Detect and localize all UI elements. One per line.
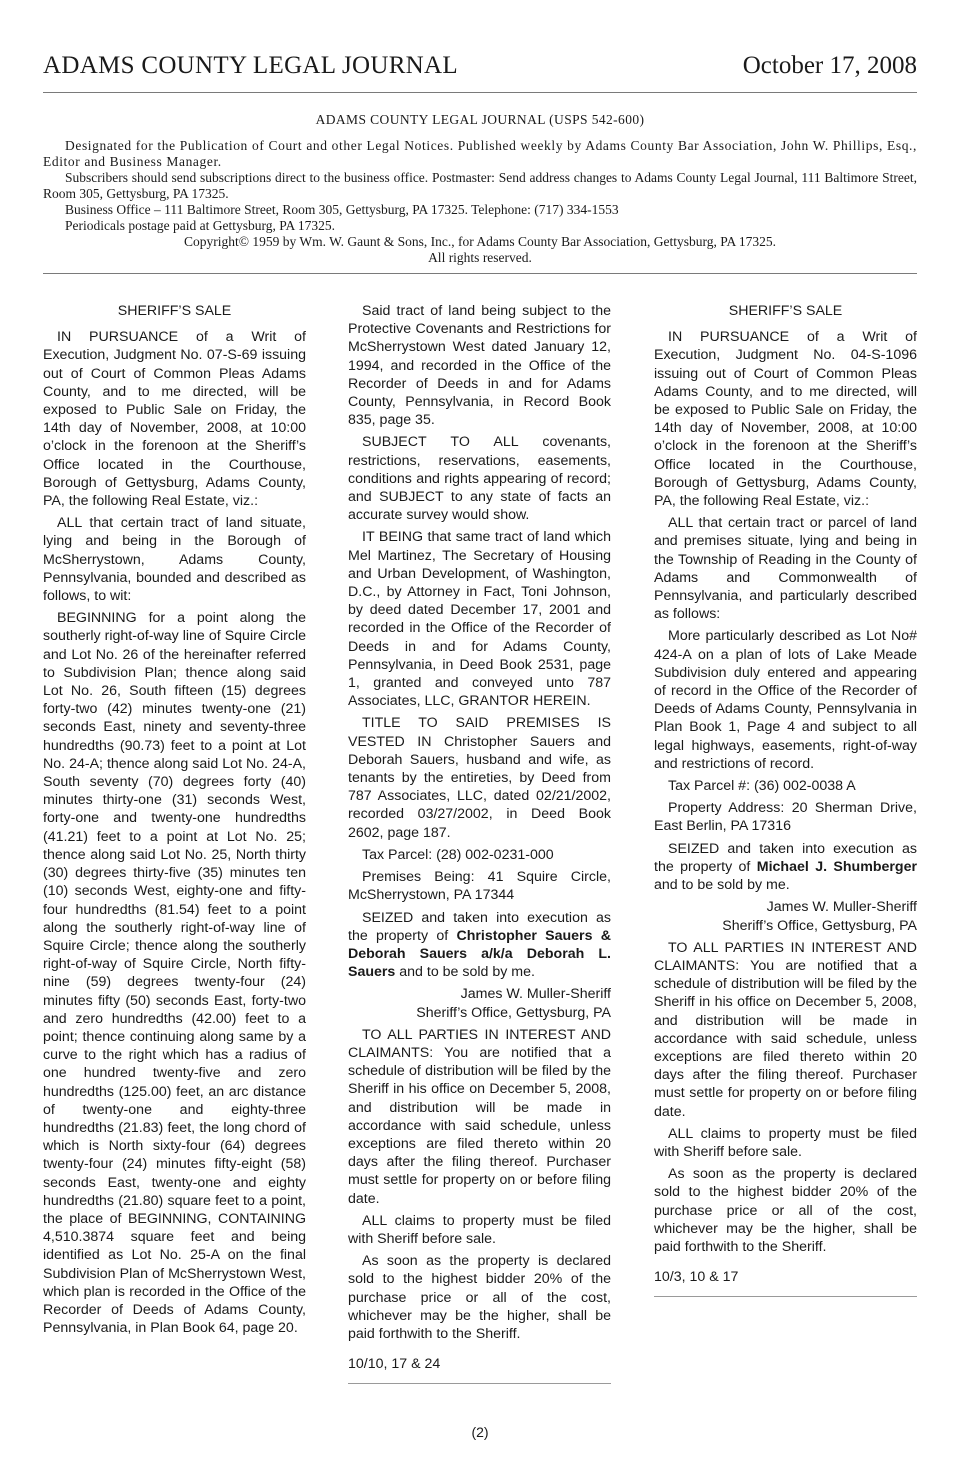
masthead-title: ADAMS COUNTY LEGAL JOURNAL (USPS 542-600) [315,112,645,127]
sheriff-name: James W. Muller-Sheriff [460,986,611,1003]
claims-notice: ALL claims to property must be filed with Sheriff before sale. [348,1212,611,1247]
notice-paragraph: Said tract of land being subject to the Protective Covenants and Restrictions for McSherrystown West dated January 12, 1994, and recorded in the Office of the Recorder of Deeds in and for Adams County, Pennsylvania, in Record Book 835, page 35. [348,303,611,429]
tax-parcel: Tax Parcel: (28) 002-0231-000 [362,846,554,863]
claims-notice: ALL claims to property must be filed with Sheriff before sale. [654,1125,917,1160]
seized-statement [348,909,611,982]
notice-paragraph: IN PURSUANCE of a Writ of Execution, Judgment No. 04-S-1096 issuing out of Court of Common Pleas Adams County, and to me directed, will be exposed to Public Sale on Friday, the 14th day of November, 2008, at 10:00 o’clock in the forenoon at the Sheriff’s Office located in the Courthouse, Borough of Gettysburg, Adams County, PA, the following Real Estate, viz.: [654,329,917,510]
sheriff-name: James W. Muller-Sheriff [766,899,917,916]
column-3 [654,302,917,1297]
page-number: (2) [471,1424,489,1440]
notice-paragraph: ALL that certain tract of land situate, lying and being in the Borough of McSherrystown, Adams County, Pennsylvania, bounded and described as follows, to wit: [43,515,306,605]
notice-heading: SHERIFF’S SALE [728,303,843,319]
seized-text-end: and to be sold by me. [654,877,790,894]
seized-text-end: and to be sold by me. [395,964,535,981]
masthead-designation: Designated for the Publication of Court and other Legal Notices. Published weekly by Adams County Bar Association, John W. Phillips, Esq., Editor and Business Manager. [43,138,917,169]
distribution-notice: TO ALL PARTIES IN INTEREST AND CLAIMANTS: You are notified that a schedule of distribution will be filed by the Sheriff in his office on December 5, 2008, and distribution will be made in accordance with said schedule, unless exceptions are filed thereto within 20 days after the filing thereof. Purchaser must settle for property on or before filing date. [654,939,917,1120]
payment-notice: As soon as the property is declared sold to the highest bidder 20% of the purchase price or all of the cost, whichever may be the higher, shall be paid forthwith to the Sheriff. [654,1166,917,1255]
masthead-subscriptions: Subscribers should send subscriptions direct to the business office. Postmaster: Send address changes to Adams County Legal Journal, 111 Baltimore Street, Room 305, Gettysburg, PA 17325. [43,170,917,201]
column-2 [348,302,611,1384]
column-1 [43,302,306,1341]
masthead-postage: Periodicals postage paid at Gettysburg, PA 17325. [65,218,335,233]
notice-paragraph: ALL that certain tract or parcel of land and premises situate, lying and being in the Township of Reading in the County of Adams and Commonwealth of Pennsylvania, and particularly described as follows: [654,515,917,623]
seized-text: SEIZED and taken into execution as the property of [654,840,917,875]
property-description: More particularly described as Lot No# 424-A on a plan of lots of Lake Meade Subdivision duly entered and appearing of record in the Office of the Recorder of Deeds of Adams County, Pennsylvania in Plan Book 1, Page 4 and subject to all legal highways, easements, right-of-way and restrictions of record. [654,628,917,772]
journal-title: ADAMS COUNTY LEGAL JOURNAL [43,52,458,79]
notice-paragraph: SUBJECT TO ALL covenants, restrictions, reservations, easements, conditions and rights appearing of record; and SUBJECT to any state of facts an accurate survey would show. [348,434,611,524]
defendant-name: Michael J. Shumberger [756,858,917,875]
issue-date: October 17, 2008 [742,52,917,79]
masthead-rights: All rights reserved. [428,250,532,265]
tax-parcel: Tax Parcel #: (36) 002-0038 A [668,778,856,795]
premises: Premises Being: 41 Squire Circle, McSherrystown, PA 17344 [348,869,611,904]
masthead [43,112,917,266]
page-header [43,52,917,84]
notice-heading: SHERIFF’S SALE [117,303,232,319]
notice-end-rule [348,1383,611,1384]
notice-paragraph: IT BEING that same tract of land which Mel Martinez, The Secretary of Housing and Urban Development, of Washington, D.C., by Attorney in Fact, Toni Johnson, by deed dated December 17, 2001 and recorded in the Office of the Recorder of Deeds in and for Adams County, Pennsylvania, in Deed Book 2531, page 1, granted and conveyed unto 787 Associates, LLC, GRANTOR HEREIN. [348,529,611,710]
sheriff-signature [654,898,917,934]
property-address: Property Address: 20 Sherman Drive, East Berlin, PA 17316 [654,800,917,835]
masthead-rule [43,273,917,274]
notice-paragraph: TITLE TO SAID PREMISES IS VESTED IN Christopher Sauers and Deborah Sauers, husband and wife, as tenants by the entireties, by Deed from 787 Associates, LLC, dated 02/21/2002, recorded 03/27/2002, in Deed Book 2602, page 187. [348,715,611,841]
seized-text: SEIZED and taken into execution as the property of [348,909,611,944]
distribution-notice: TO ALL PARTIES IN INTEREST AND CLAIMANTS: You are notified that a schedule of distribution will be filed by the Sheriff in his office on December 5, 2008, and distribution will be made in accordance with said schedule, unless exceptions are filed thereto within 20 days after the filing thereof. Purchaser must settle for property on or before filing date. [348,1026,611,1207]
masthead-copyright: Copyright© 1959 by Wm. W. Gaunt & Sons, Inc., for Adams County Bar Association, Gettysburg, PA 17325. [183,234,777,249]
notice-end-rule [654,1296,917,1297]
property-description: BEGINNING for a point along the southerly right-of-way line of Squire Circle and Lot No. 26 of the hereinafter referred to Subdivision Plan; thence along said Lot No. 26, South fifteen (15) degrees forty-two (42) minutes twenty-one (21) seconds East, ninety and seventy-three hundredths (90.73) feet to a point at Lot No. 24-A; thence along said Lot No. 24-A, South seventy (70) degrees forty (40) minutes thirty-one (31) seconds West, forty-one and twenty-one hundredths (41.21) feet to a point at Lot No. 25; thence along said Lot No. 25, North thirty (30) degrees thirty-five (35) minutes ten (10) seconds West, eighty-one and fifty-four hundredths (81.54) feet to a point along the southerly right-of-way line of Squire Circle; thence along the southerly right-of-way of Squire Circle, North fifty-nine (59) degrees twenty-four (24) minutes fifty (50) seconds East, forty-two and zero hundredths (42.00) feet to a point; thence continuing along same by a curve to the right which has a radius of one hundred twenty-five and zero hundredths (125.00) feet, an arc distance of twenty-one and eighty-three hundredths (21.83) feet, the long chord of which is North sixty-four (64) degrees twenty-four (24) minutes fifty-eight (58) seconds East, twenty-one and eighty hundredths (21.80) square feet to a point, the place of BEGINNING, CONTAINING 4,510.3874 square feet and being identified as Lot No. 25-A on the final Subdivision Plan of McSherrystown West, which plan is recorded in the Office of the Recorder of Deeds of Adams County, Pennsylvania, in Plan Book 64, page 20. [43,610,306,1337]
sheriff-office: Sheriff’s Office, Gettysburg, PA [416,1004,611,1021]
payment-notice: As soon as the property is declared sold to the highest bidder 20% of the purchase price or all of the cost, whichever may be the higher, shall be paid forthwith to the Sheriff. [348,1253,611,1342]
sheriff-signature [348,985,611,1021]
masthead-business-office: Business Office – 111 Baltimore Street, Room 305, Gettysburg, PA 17325. Telephone: (717) 334-1553 [65,202,619,217]
defendant-name: Christopher Sauers & Deborah Sauers a/k/a Deborah L. Sauers [348,927,611,981]
publication-dates: 10/10, 17 & 24 [348,1356,441,1373]
publication-dates: 10/3, 10 & 17 [654,1269,739,1286]
header-rule [43,92,917,93]
sheriff-office: Sheriff’s Office, Gettysburg, PA [722,917,917,934]
seized-statement [654,840,917,895]
notice-paragraph: IN PURSUANCE of a Writ of Execution, Judgment No. 07-S-69 issuing out of Court of Common Pleas Adams County, and to me directed, will be exposed to Public Sale on Friday, the 14th day of November, 2008, at 10:00 o’clock in the forenoon at the Sheriff’s Office located in the Courthouse, Borough of Gettysburg, Adams County, PA, the following Real Estate, viz.: [43,329,306,510]
